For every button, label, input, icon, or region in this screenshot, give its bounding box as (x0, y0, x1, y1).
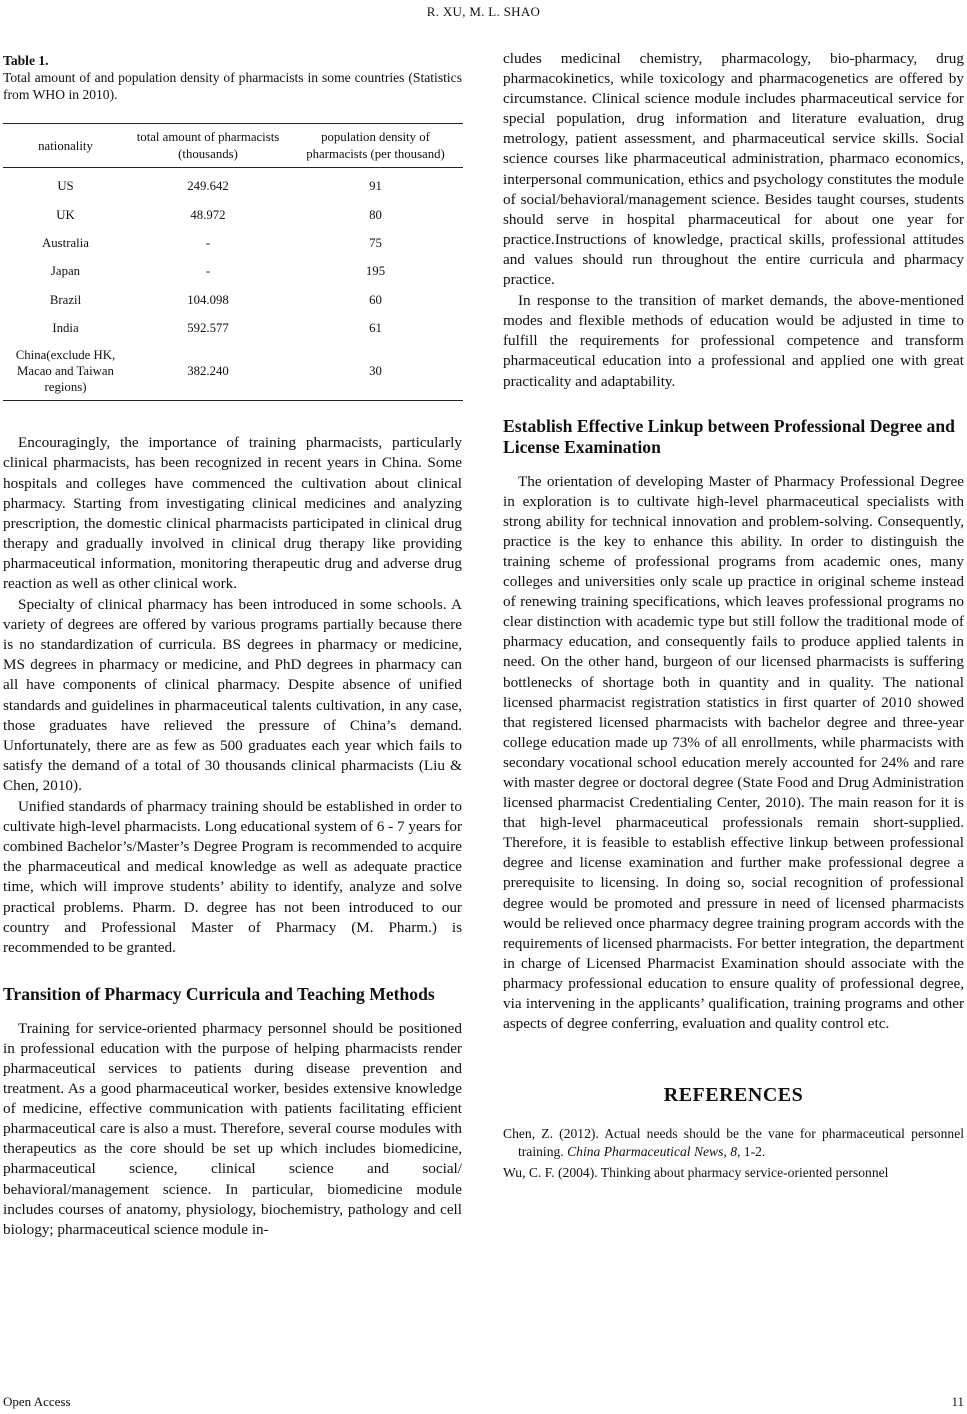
table-cell-total: 382.240 (128, 342, 288, 401)
reference-text: Wu, C. F. (2004). Thinking about pharmacy service-oriented personnel (503, 1165, 889, 1181)
table-cell-density: 60 (369, 292, 382, 307)
footer-open-access: Open Access (3, 1394, 71, 1409)
reference-pages: 1-2. (740, 1144, 766, 1160)
table-cell-total: - (205, 264, 211, 279)
table-cell-density: 91 (369, 179, 382, 194)
table-header-total: total amount of pharmacists (thousands) (128, 124, 288, 168)
section-heading: Transition of Pharmacy Curricula and Teaching Methods (3, 983, 435, 1004)
table-cell-total: 249.642 (187, 179, 229, 194)
table-cell-density: 61 (369, 321, 382, 336)
table-row (3, 168, 463, 201)
table-row (3, 314, 463, 342)
pharmacist-table (3, 123, 463, 401)
page-number: 11 (951, 1394, 964, 1409)
table-cell-nationality: Brazil (49, 292, 82, 307)
running-head: R. XU, M. L. SHAO (426, 4, 541, 19)
body-paragraph: Unified standards of pharmacy training should be established in order to cultivate high-level pharmacists. Long educational system of 6 - 7 years for combined Bachelor’s/Master’s Degree Program is recommended to acquire the pharmaceutical and medical knowledge as well as adequate practice time, which will improve students’ ability to identify, analyze and solve practical problems. Pharm. D. degree has not been introduced to our country and Professional Master of Pharmacy (M. Pharm.) is recommended to be granted. (3, 798, 462, 956)
table-cell-total: - (205, 235, 211, 250)
table-header-density: population density of pharmacists (per thousand) (288, 124, 463, 168)
reference-journal: China Pharmaceutical News, 8, (567, 1144, 741, 1160)
body-paragraph: cludes medicinal chemistry, pharmacology, bio-pharmacy, drug pharmacokinetics, while toxicology and pharmacogenetics are offered by circumstance. Clinical science module includes pharmaceutical service for special population, drug information and literature evaluation, drug metrology, patient assessment, and pharmaceutical service skills. Social science courses like pharmaceutical administration, pharmaco economics, interpersonal communication, ethics and psychology constitutes the module of social/behavioral/management science. Besides taught courses, students should serve in hospital pharmaceutical for about one year for practice.Instructions of knowledge, practical skills, professional attitudes and values should run throughout the entire curricula and pharmacy practice. (503, 50, 964, 289)
table-cell-nationality: US (57, 179, 74, 194)
table-cell-nationality: UK (56, 207, 75, 222)
table-cell-nationality: India (52, 321, 79, 336)
right-column (503, 49, 964, 1182)
table-row (3, 286, 463, 314)
table-cell-total: 104.098 (187, 292, 229, 307)
table-cell-density: 75 (369, 235, 382, 250)
table-header-nationality: nationality (3, 124, 128, 168)
table-cell-density: 80 (369, 207, 382, 222)
table-cell-density: 195 (365, 264, 386, 279)
body-paragraph: Specialty of clinical pharmacy has been introduced in some schools. A variety of degrees are offered by various programs partially because there is no standardization of curricula. BS degrees in pharmacy or medicine, MS degrees in pharmacy or medicine, and PhD degrees in pharmacy can all have components of clinical pharmacy. Despite absence of unified standards and guidelines in pharmaceutical talents cultivation, in any case, those graduates have relieved the pressure of China’s demand. Unfortunately, there are as few as 500 graduates each year which fails to satisfy the demand of a total of 30 thousands clinical pharmacists (Liu & Chen, 2010). (3, 596, 462, 794)
table-row (3, 200, 463, 228)
reference-item (503, 1125, 964, 1161)
table-cell-nationality: Japan (50, 264, 81, 279)
table-cell-density: 30 (288, 342, 463, 401)
body-paragraph: The orientation of developing Master of Pharmacy Professional Degree in exploration is to cultivate high-level pharmaceutical specialists with strong ability for technical innovation and problem-solving. Consequently, practice is the key to enhance this ability. In order to distinguish the training scheme of professional programs from academic ones, many colleges and universities only scale up practice in original scheme instead of renewing training specifications, which leaves professional programs no clear distinction with academic type but still follow the traditional mode of pharmacy education, and consequently fails to produce applied talents in need. On the other hand, burgeon of our licensed pharmacists is suffering bottlenecks of shortage both in quantity and in quality. The national licensed pharmacist registration statistics in first quarter of 2010 showed that registered licensed pharmacists with bachelor degree and three-year college education made up 73% of all enrollments, while pharmacists with secondary vocational school education merely accounted for 24% and rare with master degree or doctoral degree (State Food and Drug Administration licensed pharmacist Credentialing Center, 2010). The main reason for it is that high-level pharmaceutical professionals remain short-supplied. Therefore, it is feasible to establish effective linkup between professional degree and license examination and further make professional degree a prerequisite to licensing. In doing so, social recognition of professional degree would be promoted and pressure in need of licensed pharmacists would be relieved once pharmacy degree training program accords with the requirements of licensed pharmacists. For better integration, the department in charge of Licensed Pharmacist Examination should associate with the pharmacy professional education to ensure quality of professional degree, via intervening in the applicants’ qualification, training programs and other aspects of degree conferring, evaluation and quality control etc. (503, 472, 964, 1033)
table-cell-nationality: Australia (42, 235, 89, 250)
body-paragraph: Encouragingly, the importance of training pharmacists, particularly clinical pharmacists, has been recognized in recent years in China. Some hospitals and colleges have commenced the cultivation about clinical pharmacy. Starting from investigating clinical medicines and analyzing prescription, the domestic clinical pharmacists participated in clinical drug therapy and gradually involved in clinical drug therapy like providing pharmaceutical information, monitoring therapeutic drug and adverse drug reaction as well as other clinical work. (3, 434, 462, 592)
table-row (3, 229, 463, 257)
reference-item (503, 1164, 964, 1182)
references-heading: REFERENCES (663, 1084, 804, 1107)
section-heading: Establish Effective Linkup between Professional Degree and License Examination (503, 415, 955, 457)
reference-text: Chen, Z. (2012). Actual needs should be the vane for pharmaceutical personnel training. (503, 1126, 964, 1160)
table-row (3, 342, 463, 401)
left-column (3, 52, 462, 1240)
table-title: Table 1. (3, 53, 49, 68)
table-cell-total: 48.972 (190, 207, 226, 222)
table-cell-total: 592.577 (187, 321, 229, 336)
table-header-row (3, 124, 463, 168)
table-cell-nationality: China(exclude HK, Macao and Taiwan regions) (3, 342, 128, 401)
body-paragraph: Training for service-oriented pharmacy personnel should be positioned in professional education with the purpose of helping pharmacists render pharmaceutical services to patients during disease prevention and treatment. As a good pharmaceutical worker, besides extensive knowledge of medicine, effective communication with patients facilitating efficient pharmaceutical care is also a must. Therefore, several course modules with therapeutics as the core should be set up which includes biomedicine, pharmaceutical science, clinical science and social/ behavioral/management science. In particular, biomedicine module includes courses of anatomy, physiology, biochemistry, pathology and cell biology; pharmaceutical science module in- (3, 1019, 462, 1238)
body-paragraph: In response to the transition of market demands, the above-mentioned modes and flexible methods of education would be adjusted in time to fulfill the requirements for professional competence and transform pharmaceutical education into a professional and applied one with great practicality and adaptability. (503, 292, 964, 390)
table-row (3, 257, 463, 285)
table-caption: Total amount of and population density of pharmacists in some countries (Statistics from WHO in 2010). (3, 70, 462, 102)
